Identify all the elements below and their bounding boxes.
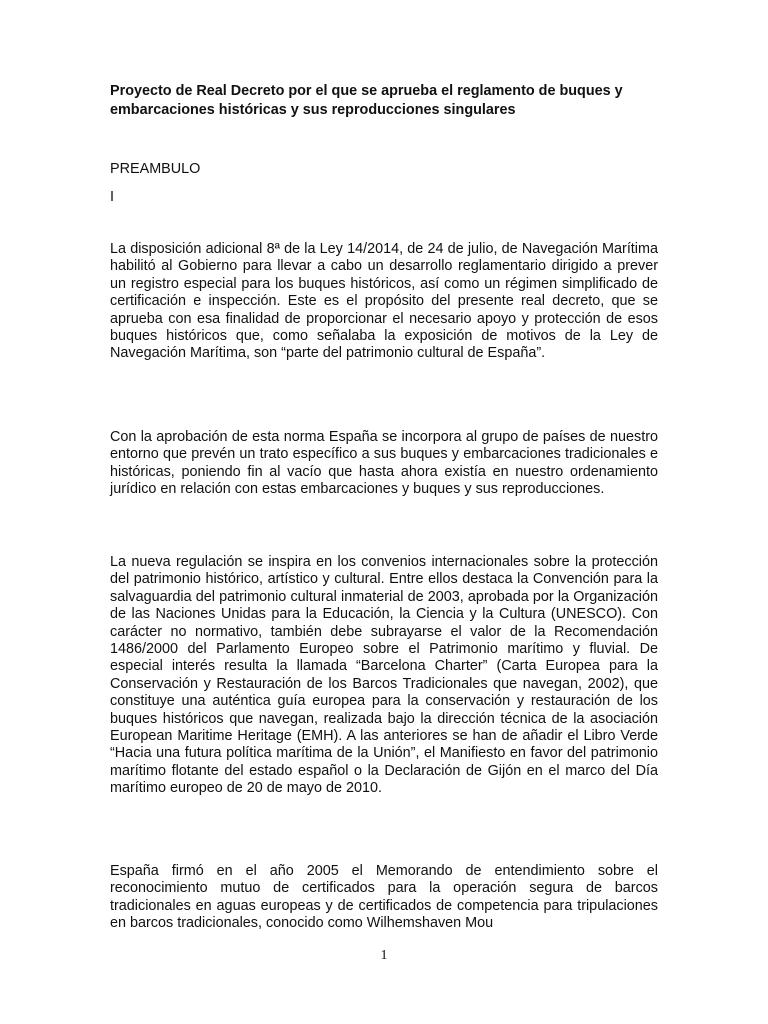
document-title: Proyecto de Real Decreto por el que se aprueba el reglamento de buques y embarcaciones históricas y sus reproducciones singulares	[110, 83, 623, 118]
section-heading: PREAMBULO	[110, 161, 201, 177]
section-number: I	[110, 189, 114, 205]
paragraph-2: Con la aprobación de esta norma España se incorpora al grupo de países de nuestro entorno que prevén un trato específico a sus buques y embarcaciones tradicionales e históricas, poniendo fin al vacío que hasta ahora existía en nuestro ordenamiento jurídico en relación con estas embarcaciones y buques y sus reproducciones.	[110, 429, 658, 498]
page-number: 1	[380, 948, 388, 963]
paragraph-1: La disposición adicional 8ª de la Ley 14/2014, de 24 de julio, de Navegación Marítima habilitó al Gobierno para llevar a cabo un desarrollo reglamentario dirigido a prever un registro especial para los buques históricos, así como un régimen simplificado de certificación e inspección. Este es el propósito del presente real decreto, que se aprueba con esa finalidad de proporcionar el necesario apoyo y protección de esos buques históricos que, como señalaba la exposición de motivos de la Ley de Navegación Marítima, son “parte del patrimonio cultural de España”.	[110, 241, 658, 362]
paragraph-3: La nueva regulación se inspira en los convenios internacionales sobre la protección del patrimonio histórico, artístico y cultural. Entre ellos destaca la Convención para la salvaguardia del patrimonio cultural inmaterial de 2003, aprobada por la Organización de las Naciones Unidas para la Educación, la Ciencia y la Cultura (UNESCO). Con carácter no normativo, también debe subrayarse el valor de la Recomendación 1486/2000 del Parlamento Europeo sobre el Patrimonio marítimo y fluvial. De especial interés resulta la llamada “Barcelona Charter” (Carta Europea para la Conservación y Restauración de los Barcos Tradicionales que navegan, 2002), que constituye una auténtica guía europea para la conservación y restauración de los buques históricos que navegan, realizada bajo la dirección técnica de la asociación European Maritime Heritage (EMH). A las anteriores se han de añadir el Libro Verde “Hacia una futura política marítima de la Unión”, el Manifiesto en favor del patrimonio marítimo flotante del estado español o la Declaración de Gijón en el marco del Día marítimo europeo de 20 de mayo de 2010.	[110, 554, 658, 797]
paragraph-4: España firmó en el año 2005 el Memorando de entendimiento sobre el reconocimiento mutuo de certificados para la operación segura de barcos tradicionales en aguas europeas y de certificados de competencia para tripulaciones en barcos tradicionales, conocido como Wilhemshaven Mou	[110, 863, 658, 932]
